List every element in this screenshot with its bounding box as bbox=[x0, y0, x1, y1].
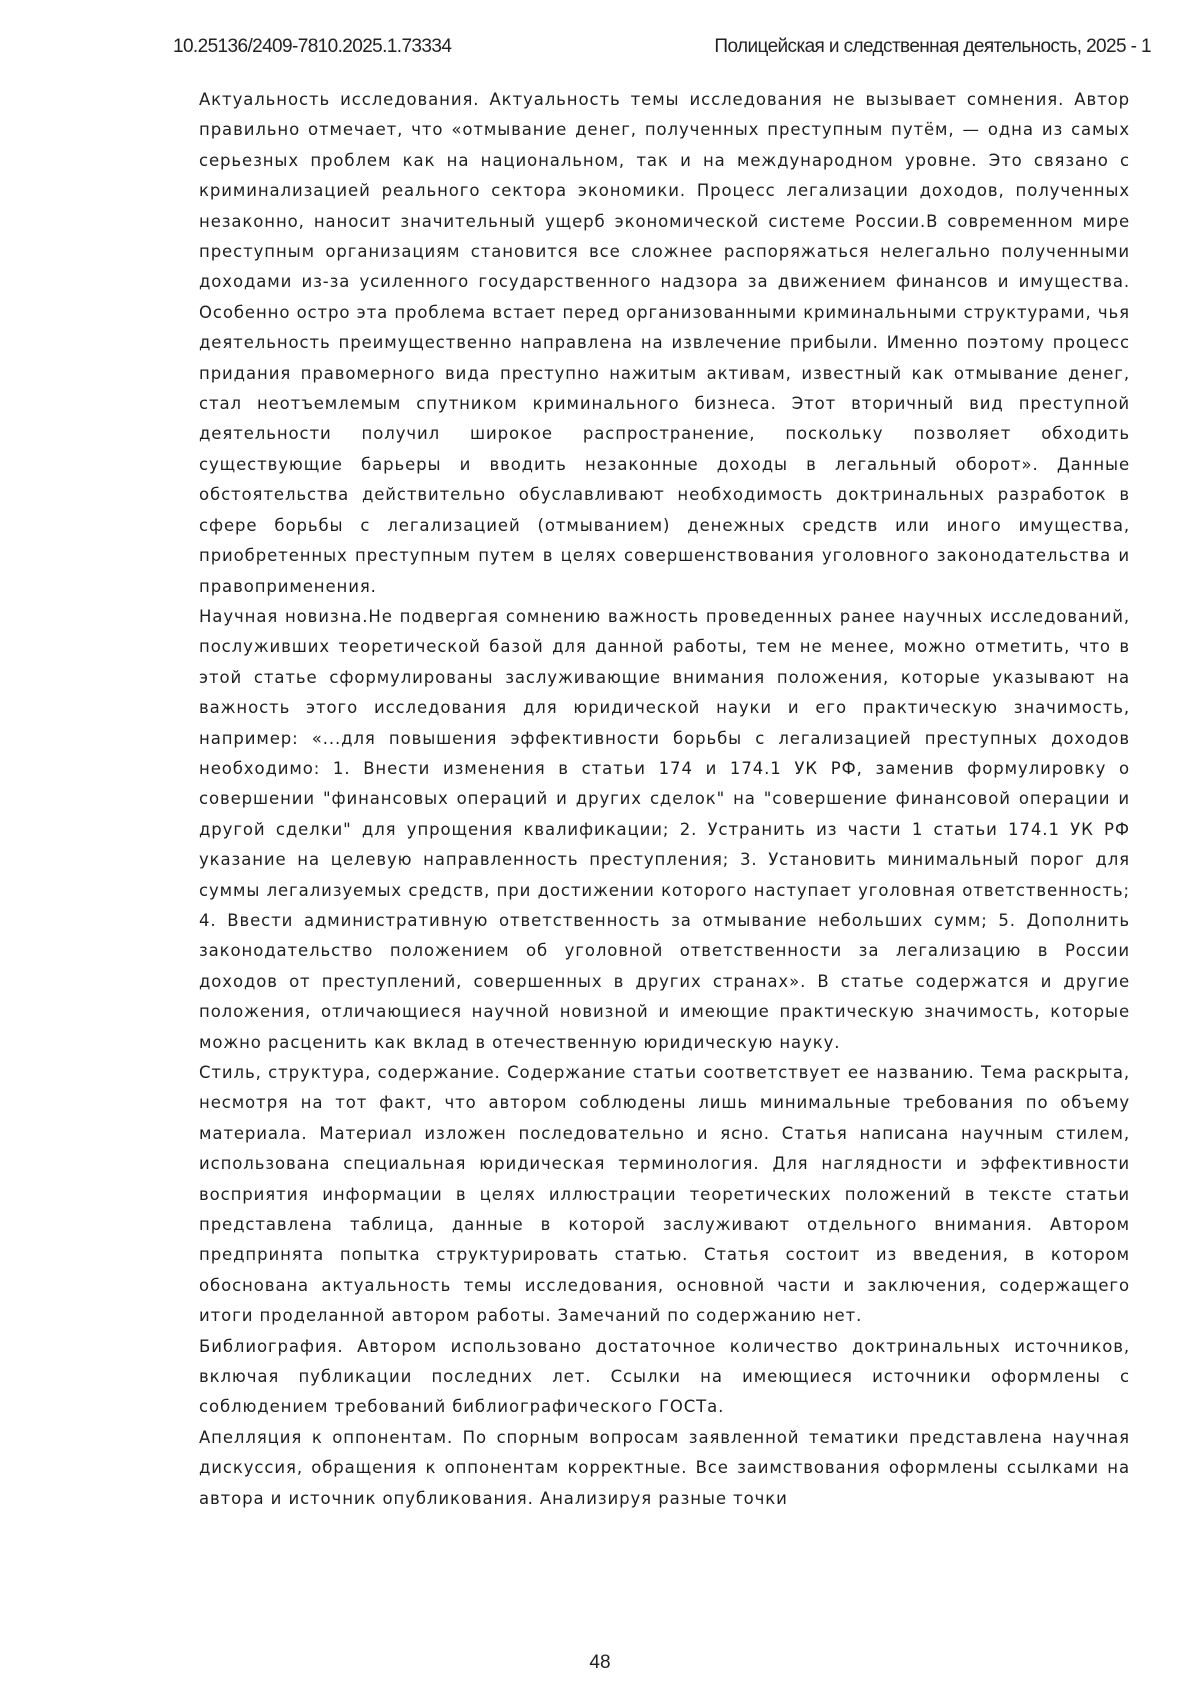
page-number: 48 bbox=[0, 1652, 1200, 1674]
review-body bbox=[199, 85, 1130, 1514]
page-header bbox=[173, 36, 1151, 62]
paragraph-bibliography: Библиография. Автором использовано достаточное количество доктринальных источников, включая публикации последних лет. Ссылки на имеющиеся источники оформлены с соблюдением требований библиографического ГОСТа. bbox=[199, 1332, 1130, 1423]
paragraph-relevance: Актуальность исследования. Актуальность темы исследования не вызывает сомнения. Автор правильно отмечает, что «отмывание денег, полученных преступным путём, — одна из самых серьезных проблем как на национальном, так и на международном уровне. Это связано с криминализацией реального сектора экономики. Процесс легализации доходов, полученных незаконно, наносит значительный ущерб экономической системе России.В современном мире преступным организациям становится все сложнее распоряжаться нелегально полученными доходами из-за усиленного государственного надзора за движением финансов и имущества. Особенно остро эта проблема встает перед организованными криминальными структурами, чья деятельность преимущественно направлена на извлечение прибыли. Именно поэтому процесс придания правомерного вида преступно нажитым активам, известный как отмывание денег, стал неотъемлемым спутником криминального бизнеса. Этот вторичный вид преступной деятельности получил широкое распространение, поскольку позволяет обходить существующие барьеры и вводить незаконные доходы в легальный оборот». Данные обстоятельства действительно обуславливают необходимость доктринальных разработок в сфере борьбы с легализацией (отмыванием) денежных средств или иного имущества, приобретенных преступным путем в целях совершенствования уголовного законодательства и правоприменения. bbox=[199, 85, 1130, 602]
doi-identifier: 10.25136/2409-7810.2025.1.73334 bbox=[173, 36, 451, 58]
paragraph-appeal-to-opponents: Апелляция к оппонентам. По спорным вопросам заявленной тематики представлена научная дискуссия, обращения к оппонентам корректные. Все заимствования оформлены ссылками на автора и источник опубликования. Анализируя разные точки bbox=[199, 1423, 1130, 1514]
journal-title: Полицейская и следственная деятельность, 2025 - 1 bbox=[714, 36, 1151, 58]
paragraph-novelty: Научная новизна.Не подвергая сомнению важность проведенных ранее научных исследований, послуживших теоретической базой для данной работы, тем не менее, можно отметить, что в этой статье сформулированы заслуживающие внимания положения, которые указывают на важность этого исследования для юридической науки и его практическую значимость, например: «...для повышения эффективности борьбы с легализацией преступных доходов необходимо: 1. Внести изменения в статьи 174 и 174.1 УК РФ, заменив формулировку о совершении "финансовых операций и других сделок" на "совершение финансовой операции и другой сделки" для упрощения квалификации; 2. Устранить из части 1 статьи 174.1 УК РФ указание на целевую направленность преступления; 3. Установить минимальный порог для суммы легализуемых средств, при достижении которого наступает уголовная ответственность; 4. Ввести административную ответственность за отмывание небольших сумм; 5. Дополнить законодательство положением об уголовной ответственности за легализацию в России доходов от преступлений, совершенных в других странах». В статье содержатся и другие положения, отличающиеся научной новизной и имеющие практическую значимость, которые можно расценить как вклад в отечественную юридическую науку. bbox=[199, 602, 1130, 1058]
paragraph-style-structure: Стиль, структура, содержание. Содержание статьи соответствует ее названию. Тема раскрыта, несмотря на тот факт, что автором соблюдены лишь минимальные требования по объему материала. Материал изложен последовательно и ясно. Статья написана научным стилем, использована специальная юридическая терминология. Для наглядности и эффективности восприятия информации в целях иллюстрации теоретических положений в тексте статьи представлена таблица, данные в которой заслуживают отдельного внимания. Автором предпринята попытка структурировать статью. Статья состоит из введения, в котором обоснована актуальность темы исследования, основной части и заключения, содержащего итоги проделанной автором работы. Замечаний по содержанию нет. bbox=[199, 1058, 1130, 1332]
